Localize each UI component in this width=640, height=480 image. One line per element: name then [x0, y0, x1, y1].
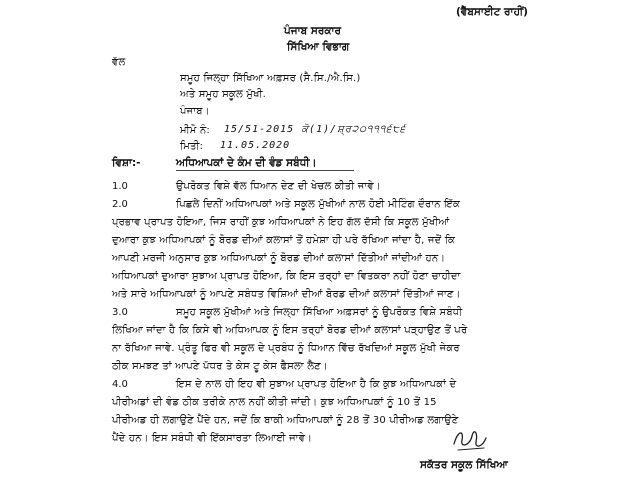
para-2-line-4: ਆਪਣੀ ਮਰਜੀ ਅਨੁਸਾਰ ਕੁਝ ਅਧਿਆਪਕਾਂ ਨੂੰ ਬੋਰਡ ਦੀਆਂ ਕਲਾਸਾਂ ਦਿੱਤੀਆਂ ਜਾਂਦੀਆਂ ਹਨ।: [112, 253, 446, 264]
para-4-line-2: ਪੀਰੀਅਡਾਂ ਦੀ ਵੰਡ ਠੀਕ ਤਰੀਕੇ ਨਾਲ ਨਹੀਂ ਕੀਤੀ ਜਾਂਦੀ। ਕੁਝ ਅਧਿਆਪਕਾਂ ਨੂੰ 10 ਤੋਂ 15: [112, 397, 437, 408]
para-1-line-1: ਉਪਰੋਕਤ ਵਿਸ਼ੇ ਵੱਲ ਧਿਆਨ ਦੇਣ ਦੀ ਖੇਚਲ ਕੀਤੀ ਜਾਵੇ।: [176, 181, 381, 192]
heading-department: ਸਿੱਖਿਆ ਵਿਭਾਗ: [287, 41, 350, 53]
para-3-line-4: ਠੀਕ ਸਮਝਣ ਤਾਂ ਆਪਣੇ ਪੱਧਰ ਤੇ ਕੇਸ ਟੂ ਕੇਸ ਫੈਸਲਾ ਲੈਣ।: [112, 361, 328, 372]
address-line-1: ਸਮੂਹ ਜਿਲ੍ਹਾ ਸਿੱਖਿਆ ਅਫ਼ਸਰ (ਸੈ.ਸਿ./ਐ.ਸਿ.): [180, 73, 361, 84]
to-label: ਵੱਲ: [112, 57, 126, 68]
para-2-line-5: ਅਧਿਆਪਕਾਂ ਦੁਆਰਾ ਸੁਝਾਅ ਪ੍ਰਾਪਤ ਹੋਇਆ, ਕਿ ਇਸ ਤਰ੍ਹਾਂ ਦਾ ਵਿਤਕਰਾ ਨਹੀਂ ਹੋਣਾ ਚਾਹੀਦਾ: [112, 271, 461, 282]
subject-label: ਵਿਸ਼ਾ:-: [112, 157, 141, 169]
date-label: ਮਿਤੀ:: [180, 141, 204, 152]
memo-number: 15/51-2015 ਕੋ(1)/ਸ਼੍ਰ੨੦੧੧੧੬੮੬: [224, 124, 407, 135]
para-2-line-1: ਪਿਛਲੇ ਦਿਨੀਂ ਅਧਿਆਪਕਾਂ ਅਤੇ ਸਕੂਲ ਮੁੱਖੀਆਂ ਨਾਲ ਹੋਈ ਮੀਟਿੰਗ ਦੌਰਾਨ ਇੱਕ: [176, 199, 460, 210]
para-3-line-2: ਲਿਖਿਆ ਜਾਂਦਾ ਹੈ ਕਿ ਕਿਸੇ ਵੀ ਅਧਿਆਪਕ ਨੂੰ ਇਸ ਤਰ੍ਹਾਂ ਬੋਰਡ ਦੀਆਂ ਕਲਾਸਾਂ ਪੜ੍ਹਾਉਣ ਤੋਂ ਪਰੇ: [112, 325, 468, 336]
signature-scribble: [448, 424, 492, 454]
address-line-2: ਅਤੇ ਸਮੂਹ ਸਕੂਲ ਮੁੱਖੀ.: [180, 89, 267, 100]
memo-label: ਮੀਮੋ ਨੰ:: [180, 125, 210, 136]
subject-underline: [176, 170, 354, 171]
para-4-line-3: ਪੀਰੀਅਡ ਹੀ ਲਗਾਉਣੇ ਪੈਂਦੇ ਹਨ, ਜਦੋਂ ਕਿ ਬਾਕੀ ਅਧਿਆਪਕਾਂ ਨੂੰ 28 ਤੋਂ 30 ਪੀਰੀਅਡ ਲਗਾਉਣੇ: [112, 415, 459, 426]
heading-government: ਪੰਜਾਬ ਸਰਕਾਰ: [284, 25, 342, 37]
address-line-3: ਪੰਜਾਬ।: [180, 106, 210, 117]
para-2-line-2: ਪ੍ਰਭਾਵ ਪ੍ਰਾਪਤ ਹੋਇਆ, ਜਿਸ ਰਾਹੀਂ ਕੁਝ ਅਧਿਆਪਕਾਂ ਨੇ ਇਹ ਗੱਲ ਦੱਸੀ ਕਿ ਸਕੂਲ ਮੁੱਖੀਆਂ: [112, 217, 450, 228]
para-3-line-3: ਨਾ ਰੱਖਿਆ ਜਾਵੇ. ਪ੍ਰੰਤੂ ਫਿਰ ਵੀ ਸਕੂਲ ਦੇ ਪ੍ਰਬੰਧ ਨੂੰ ਧਿਆਨ ਵਿੱਚ ਰੱਖਦਿਆਂ ਸਕੂਲ ਮੁੱਖੀ ਜੇਕਰ: [112, 343, 460, 354]
para-2-line-3: ਦੁਆਰਾ ਕੁਝ ਅਧਿਆਪਕਾਂ ਨੂੰ ਬੋਰਡ ਦੀਆਂ ਕਲਾਸਾਂ ਤੋਂ ਹਮੇਸ਼ਾ ਹੀ ਪਰੇ ਰੱਖਿਆ ਜਾਂਦਾ ਹੈ, ਜਦੋਂ ਕਿ: [112, 235, 455, 246]
signature-title: ਸਕੱਤਰ ਸਕੂਲ ਸਿੱਖਿਆ: [420, 459, 508, 471]
para-3-number: 3.0: [112, 307, 128, 318]
para-3-line-1: ਸਮੂਹ ਸਕੂਲ ਮੁੱਖੀਆਂ ਅਤੇ ਜਿਲ੍ਹਾ ਸਿੱਖਿਆ ਅਫ਼ਸਰਾਂ ਨੂੰ ਉਪਰੋਕਤ ਵਿਸ਼ੇ ਸਬੰਧੀ: [176, 307, 463, 318]
para-2-line-6: ਅਤੇ ਸਾਰੇ ਅਧਿਆਪਕਾਂ ਨੂੰ ਆਪਣੇ ਸਬੰਧਤ ਵਿਸ਼ਿਆਂ ਦੀਆਂ ਬੋਰਡ ਦੀਆਂ ਕਲਾਸਾਂ ਦਿੱਤੀਆਂ ਜਾਣ।: [112, 289, 461, 300]
para-2-number: 2.0: [112, 199, 128, 210]
para-4-line-1: ਇਸ ਦੇ ਨਾਲ ਹੀ ਇਹ ਵੀ ਸੁਝਾਅ ਪ੍ਰਾਪਤ ਹੋਇਆ ਹੈ ਕਿ ਕੁਝ ਅਧਿਆਪਕਾਂ ਦੇ: [176, 379, 457, 390]
subject-text: ਅਧਿਆਪਕਾਂ ਦੇ ਕੰਮ ਦੀ ਵੰਡ ਸਬੰਧੀ।: [176, 157, 317, 169]
para-4-number: 4.0: [112, 379, 128, 390]
para-4-line-4: ਪੈਂਦੇ ਹਨ। ਇਸ ਸਬੰਧੀ ਵੀ ਇੱਕਸਾਰਤਾ ਲਿਆਈ ਜਾਵੇ।: [112, 433, 313, 444]
date-value: 11.05.2020: [220, 140, 291, 151]
para-1-number: 1.0: [112, 181, 128, 192]
top-note: (ਵੈੱਬਸਾਈਟ ਰਾਹੀਂ): [456, 6, 528, 18]
